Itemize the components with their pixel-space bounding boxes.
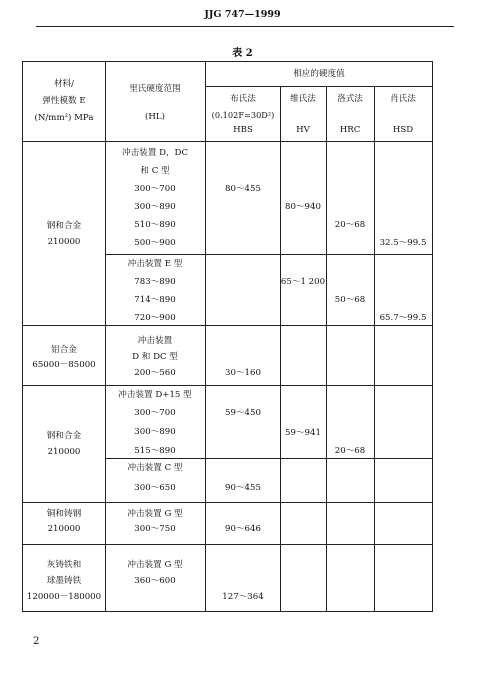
header-shore-line2: HSD (392, 125, 414, 135)
hbs-value: 59～450 (225, 408, 261, 418)
column-divider-vickers (326, 86, 327, 612)
block-rule-copper (22, 502, 433, 503)
header-vickers-line1: 维氏法 (290, 94, 316, 104)
leeb-range-line: 300～890 (134, 427, 176, 437)
material-name: 铜和铸钢 (46, 509, 82, 519)
hv-value: 80～940 (285, 202, 321, 212)
leeb-range-line: 冲击装置 D，DC (121, 148, 189, 158)
header-material-line2: 弹性模数 E (42, 96, 86, 106)
hbs-value: 80～455 (225, 184, 261, 194)
material-modulus: 210000 (47, 237, 81, 247)
header-hardness-group: 相应的硬度值 (293, 69, 345, 79)
block-rule-c-type (105, 458, 433, 459)
material-modulus: 210000 (47, 447, 81, 457)
leeb-range-line: 冲击装置 E 型 (127, 259, 183, 269)
header-rockwell-line1: 洛式法 (337, 94, 363, 104)
leeb-range-line: 300～650 (134, 483, 176, 493)
material-modulus: 120000－180000 (26, 592, 102, 602)
leeb-range-line: 510～890 (134, 220, 176, 230)
leeb-range-line: 714～890 (134, 295, 176, 305)
block-rule-d15 (22, 385, 433, 386)
hrc-value: 20～68 (334, 446, 366, 456)
material-modulus: 210000 (47, 524, 81, 534)
header-brinell-line3: HBS (233, 125, 253, 135)
column-divider-leeb (205, 61, 206, 612)
hsd-value: 65.7～99.5 (379, 313, 427, 323)
leeb-range-line: 300～890 (134, 202, 176, 212)
leeb-range-line: 300～750 (134, 524, 176, 534)
leeb-range-line: 和 C 型 (140, 166, 170, 176)
leeb-range-line: 783～890 (134, 277, 176, 287)
hrc-value: 20～68 (334, 220, 366, 230)
header-group-rule (205, 86, 433, 87)
table-caption: 表 2 (232, 48, 253, 59)
block-rule-cast-iron (22, 544, 433, 545)
header-material-line3: (N/mm²) MPa (34, 113, 94, 123)
material-name: 钢和合金 (46, 221, 82, 231)
hbs-value: 90～455 (225, 483, 261, 493)
page-number: 2 (33, 636, 40, 647)
material-modulus: 65000－85000 (32, 360, 96, 370)
material-name: 灰铸铁和 (46, 560, 82, 570)
hbs-value: 90～646 (225, 524, 261, 534)
leeb-range-line: D 和 DC 型 (132, 352, 178, 362)
material-name-cont: 球墨铸铁 (46, 576, 82, 586)
hbs-value: 30～160 (225, 368, 261, 378)
hbs-value: 127～364 (222, 592, 264, 602)
leeb-range-line: 200～560 (134, 368, 176, 378)
leeb-range-line: 720～900 (134, 313, 176, 323)
block-rule-aluminium (22, 325, 433, 326)
table-border-bottom (22, 611, 433, 612)
leeb-range-line: 冲击装置 C 型 (127, 463, 183, 473)
leeb-range-line: 360～600 (134, 576, 176, 586)
table-border-right (432, 61, 433, 612)
block-rule-e-type (105, 254, 433, 255)
header-shore-line1: 肖氏法 (390, 94, 416, 104)
header-bottom-rule (22, 141, 433, 142)
document-header: JJG 747—1999 (204, 9, 281, 20)
leeb-range-line: 500～900 (134, 238, 176, 248)
header-rockwell-line2: HRC (339, 125, 361, 135)
column-divider-rockwell (374, 86, 375, 612)
header-brinell-line2: (0.102F=30D²) (211, 110, 275, 120)
header-brinell-line1: 布氏法 (230, 94, 256, 104)
leeb-range-line: 冲击装置 G 型 (127, 560, 183, 570)
column-divider-brinell (280, 86, 281, 612)
leeb-range-line: 300～700 (134, 408, 176, 418)
hsd-value: 32.5～99.5 (379, 238, 427, 248)
table-border-top (22, 61, 433, 62)
material-name: 铝合金 (51, 345, 77, 355)
hrc-value: 50～68 (334, 295, 366, 305)
leeb-range-line: 300～700 (134, 184, 176, 194)
leeb-range-line: 冲击装置 (137, 336, 173, 346)
leeb-range-line: 515～890 (134, 446, 176, 456)
column-divider-material (105, 61, 106, 612)
header-vickers-line2: HV (296, 125, 310, 135)
header-rule (36, 26, 454, 27)
header-material-line1: 材料/ (53, 79, 75, 89)
hv-value: 65～1 200 (280, 277, 326, 287)
leeb-range-line: 冲击装置 G 型 (127, 509, 183, 519)
header-leeb-line2: (HL) (145, 112, 165, 122)
hv-value: 59～941 (285, 428, 321, 438)
header-leeb-line1: 里氏硬度范围 (129, 84, 181, 94)
leeb-range-line: 冲击装置 D+15 型 (118, 390, 192, 400)
material-name: 钢和合金 (46, 431, 82, 441)
table-border-left (22, 61, 23, 612)
